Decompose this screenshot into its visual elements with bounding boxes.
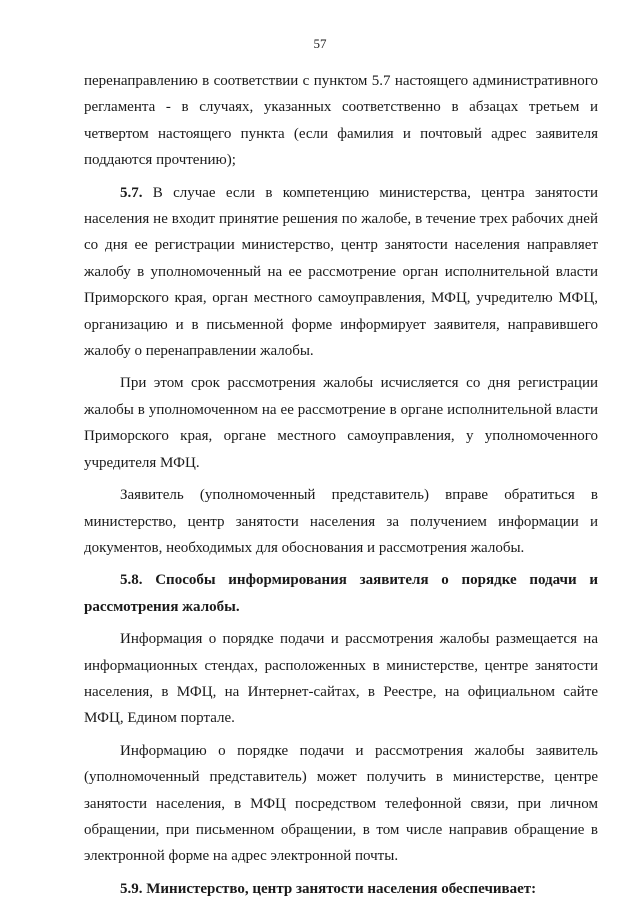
paragraph-deadline <box>84 370 598 476</box>
heading-text: 5.8. Способы информирования заявителя о порядке подачи и рассмотрения жалобы. <box>84 572 598 615</box>
paragraph-text: При этом срок рассмотрения жалобы исчисляется со дня регистрации жалобы в уполномоченном на ее рассмотрение в органе исполнительной власти Приморского края, органе местного самоуправления, у уполномоченного учредителя МФЦ. <box>84 375 598 471</box>
paragraph-text: В случае если в компетенцию министерства, центра занятости населения не входит принятие решения по жалобе, в течение трех рабочих дней со дня ее регистрации министерство, центр занятости населения направляет жалобу в уполномоченный на ее рассмотрение орган исполнительной власти Приморского края, орган местного самоуправления, МФЦ, учредителю МФЦ, организацию и в письменной форме информирует заявителя, направившего жалобу о перенаправлении жалобы. <box>84 184 598 360</box>
page-number: 57 <box>313 36 327 51</box>
paragraph-info-channels <box>84 738 598 870</box>
section-heading-5-8 <box>84 567 598 620</box>
paragraph-info-placement <box>84 626 598 732</box>
section-number: 5.7. <box>120 184 143 201</box>
paragraph-text: перенаправлению в соответствии с пунктом 5.7 настоящего административного регламента - в случаях, указанных соответственно в абзацах третьем и четвертом настоящего пункта (если фамилия и почтовый адрес заявителя поддаются прочтению); <box>84 73 598 169</box>
paragraph-text: Заявитель (уполномоченный представитель) вправе обратиться в министерство, центр занятости населения за получением информации и документов, необходимых для обоснования и рассмотрения жалобы. <box>84 487 598 556</box>
paragraph-applicant-right <box>84 482 598 561</box>
document-body <box>84 68 598 908</box>
section-heading-5-9 <box>84 876 598 902</box>
paragraph-5-7 <box>84 180 598 365</box>
heading-text: 5.9. Министерство, центр занятости населения обеспечивает: <box>120 880 537 897</box>
paragraph-text: Информация о порядке подачи и рассмотрения жалобы размещается на информационных стендах, расположенных в министерстве, центре занятости населения, в МФЦ, на Интернет-сайтах, в Реестре, на официальном сайте МФЦ, Едином портале. <box>84 631 598 727</box>
paragraph-text: Информацию о порядке подачи и рассмотрения жалобы заявитель (уполномоченный представитель) может получить в министерстве, центре занятости населения, в МФЦ посредством телефонной связи, при личном обращении, при письменном обращении, в том числе направив обращение в электронной форме на адрес электронной почты. <box>84 742 598 865</box>
paragraph-continuation <box>84 68 598 174</box>
